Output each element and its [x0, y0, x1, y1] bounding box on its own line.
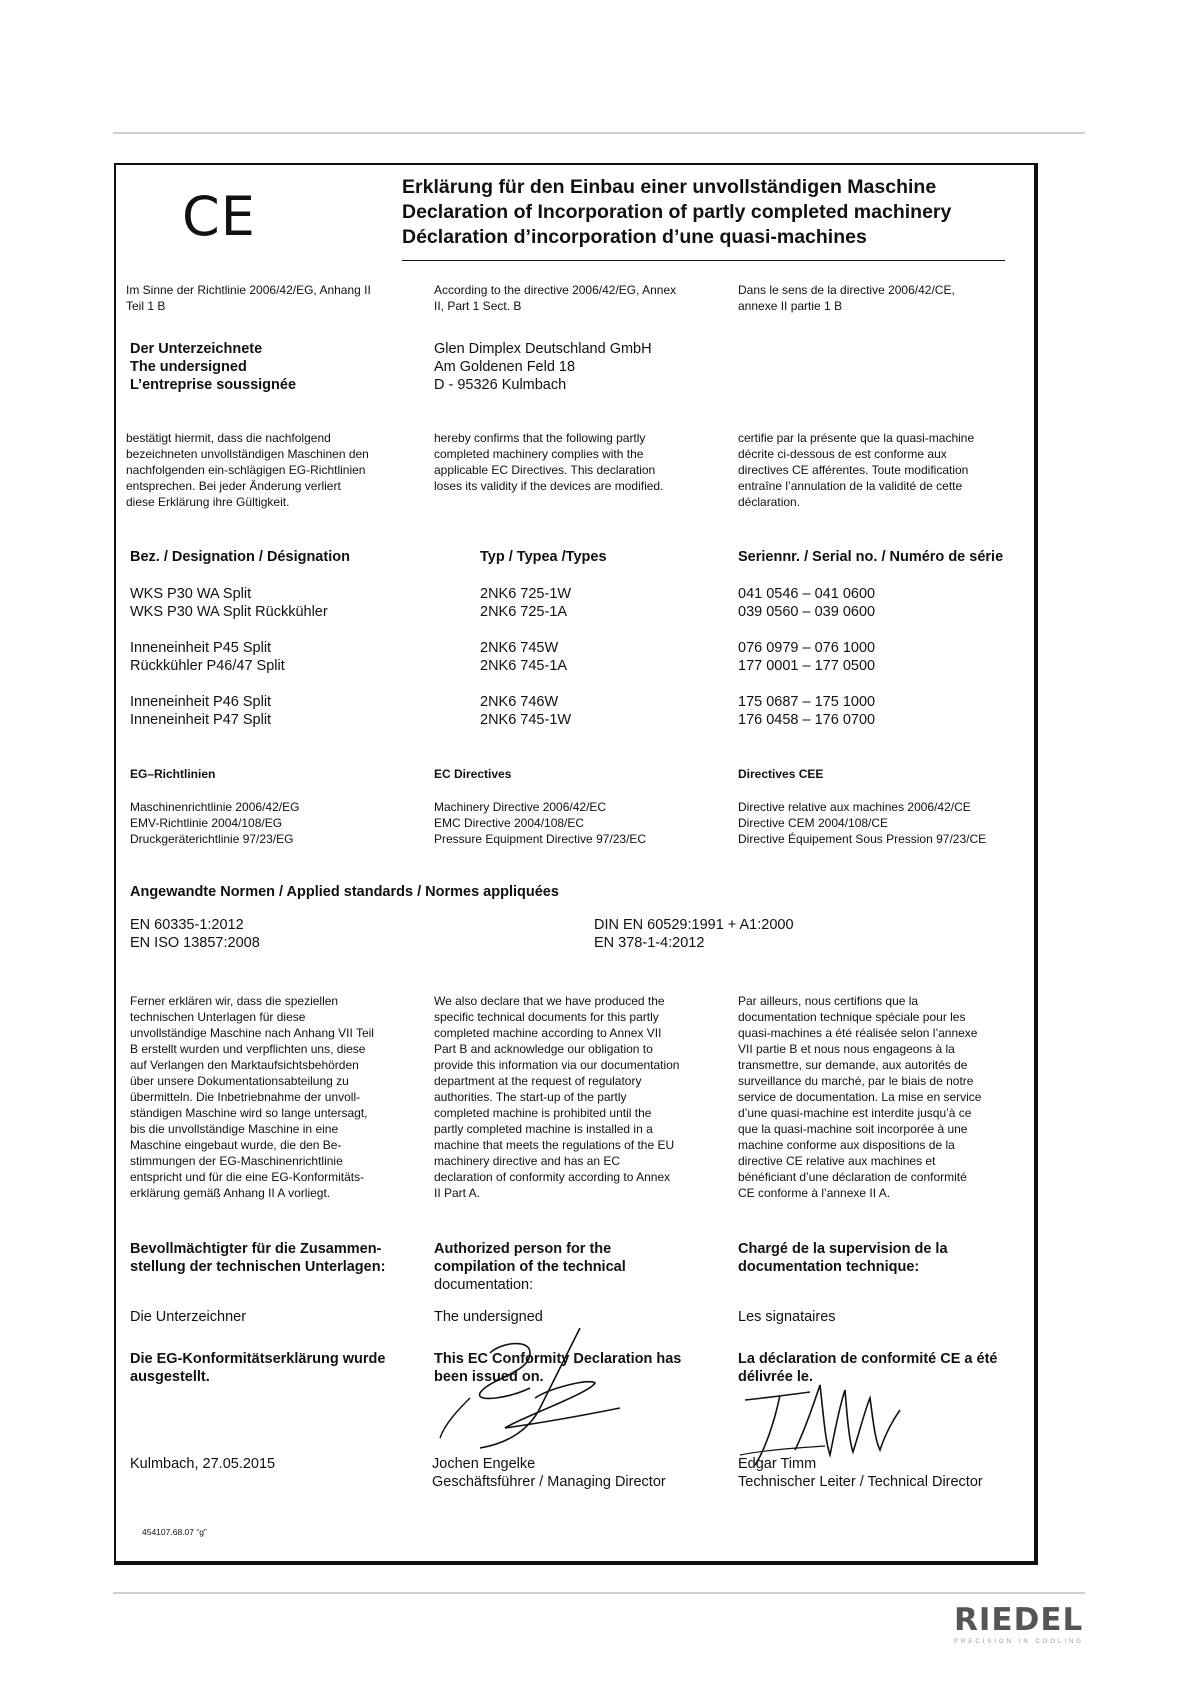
place-date: Kulmbach, 27.05.2015 — [130, 1456, 276, 1472]
designation-cell: WKS P30 WA Split Rückkühler — [130, 604, 328, 620]
undersigned-labels: Der Unterzeichnete The undersigned L’entreprise soussignée — [130, 341, 297, 393]
directive-ref-fr: Dans le sens de la directive 2006/42/CE, annexe II partie 1 B — [738, 283, 955, 313]
issued-de: Die EG-Konformitätserklärung wurde ausgestellt. — [130, 1351, 386, 1385]
directive-ref-en: According to the directive 2006/42/EG, Annex II, Part 1 Sect. B — [434, 283, 677, 313]
type-cell: 2NK6 725-1W — [480, 586, 572, 602]
tech-docs-de: Ferner erklären wir, dass die speziellen technischen Unterlagen für diese unvollständige Maschine nach Anhang VII Teil B erstellt wurden und verpflichten uns, diese auf Verlangen den Marktaufsichtsbehörden über unsere Dokumentationsabteilung zu übermitteln. Die Inbetriebnahme der unvoll- ständigen Maschine wird so lange untersagt, bis die unvollständige Maschine in eine Maschine eingebaut wurde, die den Be- stimmungen der EG-Maschinenrichtlinie entspricht und für die eine EG-Konformitäts- erklärung gemäß Anhang II A vorliegt. — [130, 994, 374, 1200]
title-divider — [402, 260, 1005, 261]
directives-header-de: EG–Richtlinien — [130, 767, 216, 781]
authorized-fr: Chargé de la supervision de la documentation technique: — [738, 1241, 948, 1275]
designation-column — [130, 585, 328, 729]
serial-header: Seriennr. / Serial no. / Numéro de série — [738, 549, 1004, 565]
brand-tagline: PRECISION IN COOLING — [954, 1639, 1085, 1645]
type-column — [480, 585, 571, 729]
directives-en: Machinery Directive 2006/42/EC EMC Directive 2004/108/EC Pressure Equipment Directive 97/23/EC — [434, 800, 647, 846]
issued-en: This EC Conformity Declaration has been issued on. — [434, 1351, 682, 1385]
bottom-rule — [113, 1592, 1085, 1594]
designation-cell: WKS P30 WA Split — [130, 586, 252, 602]
confirm-de: bestätigt hiermit, dass die nachfolgend bezeichneten unvollständigen Maschinen den nachfolgenden ein-schlägigen EG-Richtlinien entsprechen. Bei jeder Änderung verliert diese Erklärung ihre Gültigkeit. — [126, 431, 369, 509]
title-en: Declaration of Incorporation of partly completed machinery — [402, 201, 952, 223]
confirm-fr: certifie par la présente que la quasi-machine décrite ci-dessous de est conforme aux directives CE afférentes. Toute modification entraîne l’annulation de la validité de cette déclaration. — [738, 431, 975, 509]
serial-cell: 177 0001 – 177 0500 — [738, 658, 876, 674]
type-cell: 2NK6 745-1A — [480, 658, 568, 674]
signer2-role: Technischer Leiter / Technical Director — [738, 1474, 983, 1490]
confirm-en: hereby confirms that the following partly completed machinery complies with the applicable EC Directives. This declaration loses its validity if the devices are modified. — [434, 431, 664, 493]
designation-cell: Rückkühler P46/47 Split — [130, 658, 285, 674]
type-cell: 2NK6 745-1W — [480, 712, 572, 728]
authorized-en: Authorized person for the compilation of the technical documentation: — [434, 1241, 626, 1293]
tech-docs-fr: Par ailleurs, nous certifions que la documentation technique spéciale pour les quasi-machines a été réalisée selon l’annexe VII partie B et nous nous engageons à la transmettre, sur demande, aux autorités de surveillance du marché, par le biais de notre service de documentation. La mise en service d’une quasi-machine est interdite jusqu’à ce que la quasi-machine soit incorporée à une machine conforme aux dispositions de la directive CE relative aux machines et bénéficiant d’une déclaration de conformité CE conforme à l’annexe II A. — [738, 994, 982, 1200]
serial-cell: 176 0458 – 176 0700 — [738, 712, 876, 728]
serial-cell: 039 0560 – 039 0600 — [738, 604, 876, 620]
type-cell: 2NK6 746W — [480, 694, 559, 710]
signer1-role: Geschäftsführer / Managing Director — [432, 1474, 666, 1490]
brand-name: RIEDEL — [954, 1602, 1084, 1638]
riedel-logo — [954, 1602, 1085, 1645]
signatories-en: The undersigned — [434, 1309, 543, 1325]
signature-engelke — [420, 1328, 660, 1458]
designation-cell: Inneneinheit P47 Split — [130, 712, 272, 728]
directives-de: Maschinenrichtlinie 2006/42/EG EMV-Richtlinie 2004/108/EG Druckgeräterichtlinie 97/23/EG — [130, 800, 300, 846]
standards-left: EN 60335-1:2012 EN ISO 13857:2008 — [130, 917, 260, 951]
ce-mark: CE — [182, 185, 256, 248]
document-code: 454107.68.07 “g” — [142, 1527, 207, 1537]
designation-cell: Inneneinheit P45 Split — [130, 640, 272, 656]
title-fr: Déclaration d’incorporation d’une quasi-machines — [402, 226, 867, 248]
signer-engelke — [432, 1455, 666, 1491]
tech-docs-en: We also declare that we have produced the specific technical documents for this partly completed machine according to Annex VII Part B and acknowledge our obligation to provide this information via our documentation department at the request of regulatory authorities. The start-up of the partly completed machine is prohibited until the partly completed machine is installed in a machine that meets the regulations of the EU machinery directive and has an EC declaration of conformity according to Annex II Part A. — [434, 994, 680, 1200]
signatories-de: Die Unterzeichner — [130, 1309, 247, 1325]
serial-cell: 175 0687 – 175 1000 — [738, 694, 876, 710]
standards-header: Angewandte Normen / Applied standards / Normes appliquées — [130, 884, 559, 900]
standards-right: DIN EN 60529:1991 + A1:2000 EN 378-1-4:2012 — [594, 917, 794, 951]
designation-header: Bez. / Designation / Désignation — [130, 549, 350, 565]
issued-fr: La déclaration de conformité CE a été délivrée le. — [738, 1351, 998, 1385]
top-rule — [113, 132, 1085, 134]
serial-cell: 076 0979 – 076 1000 — [738, 640, 876, 656]
company-address: Glen Dimplex Deutschland GmbH Am Goldenen Feld 18 D - 95326 Kulmbach — [434, 341, 652, 393]
serial-cell: 041 0546 – 041 0600 — [738, 586, 876, 602]
type-cell: 2NK6 725-1A — [480, 604, 568, 620]
type-cell: 2NK6 745W — [480, 640, 559, 656]
signer-timm — [738, 1455, 983, 1491]
authorized-de: Bevollmächtigter für die Zusammen- stellung der technischen Unterlagen: — [130, 1241, 386, 1275]
directives-fr: Directive relative aux machines 2006/42/CE Directive CEM 2004/108/CE Directive Équipement Sous Pression 97/23/CE — [738, 800, 987, 846]
signer2-name: Edgar Timm — [738, 1456, 817, 1472]
signer1-name: Jochen Engelke — [432, 1456, 536, 1472]
serial-column — [738, 585, 875, 729]
directives-header-fr: Directives CEE — [738, 767, 824, 781]
designation-cell: Inneneinheit P46 Split — [130, 694, 272, 710]
title-de: Erklärung für den Einbau einer unvollständigen Maschine — [402, 176, 937, 198]
type-header: Typ / Typea /Types — [480, 549, 607, 565]
signatories-fr: Les signataires — [738, 1309, 836, 1325]
document-title — [402, 175, 951, 250]
directives-header-en: EC Directives — [434, 767, 512, 781]
directive-ref-de: Im Sinne der Richtlinie 2006/42/EG, Anhang II Teil 1 B — [126, 283, 371, 313]
